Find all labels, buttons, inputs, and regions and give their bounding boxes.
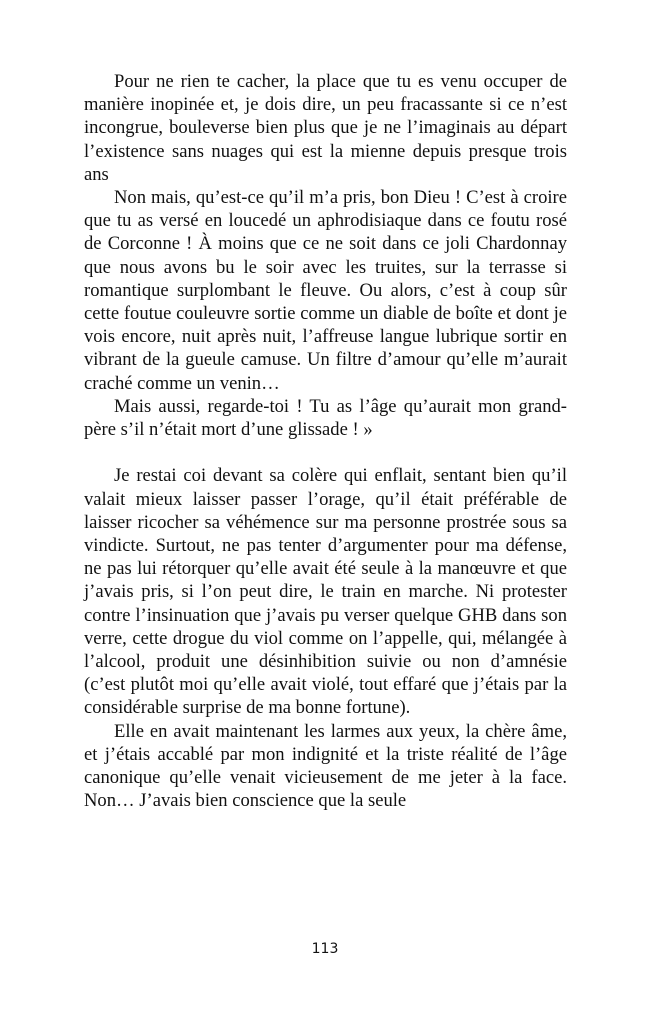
page-number: 113	[311, 941, 339, 957]
section-break	[84, 441, 567, 464]
paragraph: Non mais, qu’est-ce qu’il m’a pris, bon Dieu ! C’est à croire que tu as versé en loucedé un aphrodisiaque dans ce foutu rosé de Corconne ! À moins que ce ne soit dans ce joli Chardonnay que nous avons bu le soir avec les truites, sur la terrasse si romantique surplombant le fleuve. Ou alors, c’est à coup sûr cette foutue couleuvre sortie comme un diable de boîte et dont je vois encore, nuit après nuit, l’affreuse langue lubrique sortir en vibrant de la gueule camuse. Un filtre d’amour qu’elle m’aurait craché comme un venin…	[84, 187, 567, 394]
paragraph: Elle en avait maintenant les larmes aux yeux, la chère âme, et j’étais accablé par mon indignité et la triste réalité de l’âge canonique qu’elle venait vicieusement de me jeter à la face. Non… J’avais bien conscience que la seule	[84, 720, 567, 812]
paragraph: Mais aussi, regarde-toi ! Tu as l’âge qu’aurait mon grand-père s’il n’était mort d’une glissade ! »	[84, 395, 567, 441]
paragraph: Pour ne rien te cacher, la place que tu es venu occuper de manière inopinée et, je dois dire, un peu fracassante si ce n’est incongrue, bouleverse bien plus que je ne l’imaginais au départ l’existence sans nuages qui est la mienne depuis presque trois ans	[84, 71, 567, 185]
body-text	[84, 70, 567, 812]
paragraph: Je restai coi devant sa colère qui enflait, sentant bien qu’il valait mieux laisser passer l’orage, qu’il était préférable de laisser ricocher sa véhémence sur ma personne prostrée sous sa vindicte. Surtout, ne pas tenter d’argumenter pour ma défense, ne pas lui rétorquer qu’elle avait été seule à la manœuvre et que j’avais pris, si l’on peut dire, le train en marche. Ni protester contre l’insinuation que j’avais pu verser quelque GHB dans son verre, cette drogue du viol comme on l’appelle, qui, mélangée à l’alcool, produit une désinhibition suivie ou non d’amnésie (c’est plutôt moi qu’elle avait violé, tout effaré que j’étais par la considérable surprise de ma bonne fortune).	[84, 465, 567, 719]
